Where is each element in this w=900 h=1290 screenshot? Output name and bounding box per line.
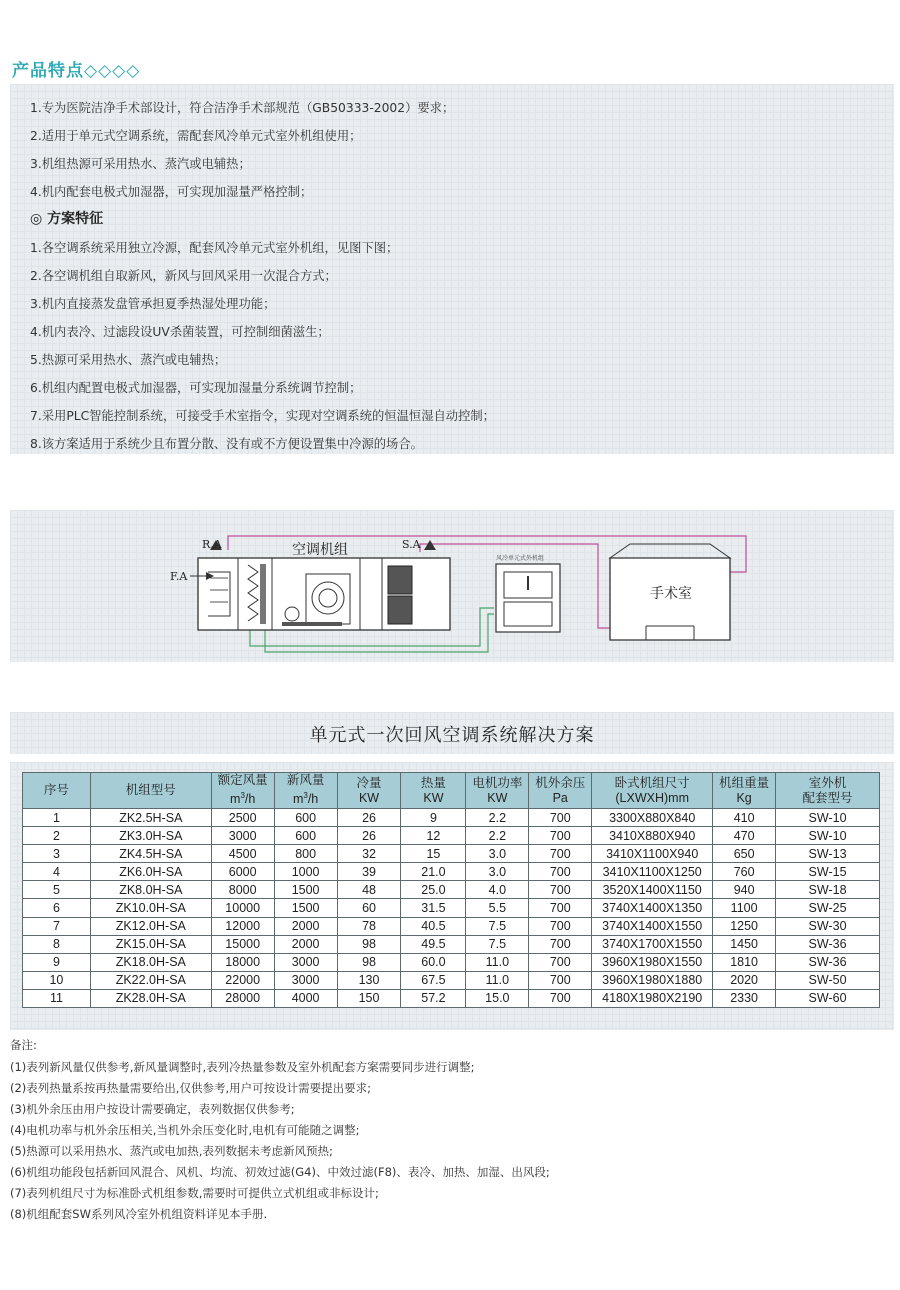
table-cell: ZK6.0H-SA — [90, 863, 211, 881]
table-cell: SW-13 — [776, 845, 880, 863]
table-cell: 48 — [337, 881, 401, 899]
table-panel — [10, 762, 894, 1030]
table-cell: SW-60 — [776, 989, 880, 1007]
table-cell: 60.0 — [401, 953, 466, 971]
spec-table — [22, 772, 880, 1008]
table-cell: 700 — [529, 827, 592, 845]
table-row — [23, 899, 880, 917]
table-cell: 3300X880X840 — [592, 809, 713, 827]
table-cell: 700 — [529, 953, 592, 971]
table-cell: 49.5 — [401, 935, 466, 953]
scheme-item: 1.各空调系统采用独立冷源，配套风冷单元式室外机组，见图下图； — [30, 241, 399, 255]
table-cell: 700 — [529, 917, 592, 935]
table-cell: 10000 — [211, 899, 274, 917]
table-cell: 600 — [274, 827, 337, 845]
feature-item: 4.机内配套电极式加湿器，可实现加湿量严格控制； — [30, 185, 313, 199]
table-cell: 25.0 — [401, 881, 466, 899]
table-cell: 700 — [529, 899, 592, 917]
col-pressure: 机外余压 Pa — [529, 773, 592, 809]
table-cell: 150 — [337, 989, 401, 1007]
table-cell: 21.0 — [401, 863, 466, 881]
table-cell: SW-15 — [776, 863, 880, 881]
table-cell: 4000 — [274, 989, 337, 1007]
table-cell: 1810 — [713, 953, 776, 971]
table-cell: 2330 — [713, 989, 776, 1007]
table-cell: 700 — [529, 935, 592, 953]
table-header-row — [23, 773, 880, 809]
table-cell: 32 — [337, 845, 401, 863]
table-cell: 700 — [529, 989, 592, 1007]
note-item: (8)机组配套SW系列风冷室外机组资料详见本手册. — [10, 1207, 268, 1221]
note-item: (5)热源可以采用热水、蒸汽或电加热,表列数据未考虑新风预热; — [10, 1144, 333, 1158]
table-cell: 26 — [337, 827, 401, 845]
scheme-item: 7.采用PLC智能控制系统，可接受手术室指令，实现对空调系统的恒温恒湿自动控制； — [30, 409, 495, 423]
table-cell: 800 — [274, 845, 337, 863]
table-cell: 7 — [23, 917, 91, 935]
table-cell: SW-50 — [776, 971, 880, 989]
table-cell: 700 — [529, 971, 592, 989]
note-item: (1)表列新风量仅供参考,新风量调整时,表列冷热量参数及室外机配套方案需要同步进行调整; — [10, 1060, 475, 1074]
table-cell: ZK18.0H-SA — [90, 953, 211, 971]
table-cell: 9 — [23, 953, 91, 971]
table-cell: ZK22.0H-SA — [90, 971, 211, 989]
scheme-item: 2.各空调机组自取新风，新风与回风采用一次混合方式； — [30, 269, 337, 283]
table-cell: 8000 — [211, 881, 274, 899]
table-cell: 3520X1400X1150 — [592, 881, 713, 899]
col-cooling: 冷量 KW — [337, 773, 401, 809]
table-cell: 700 — [529, 881, 592, 899]
table-cell: 600 — [274, 809, 337, 827]
table-row — [23, 827, 880, 845]
table-cell: 940 — [713, 881, 776, 899]
table-cell: 31.5 — [401, 899, 466, 917]
features-panel — [10, 84, 894, 454]
table-cell: 78 — [337, 917, 401, 935]
table-title-bar — [10, 712, 894, 754]
scheme-item: 6.机组内配置电极式加湿器，可实现加湿量分系统调节控制； — [30, 381, 362, 395]
system-diagram — [10, 510, 894, 662]
scheme-item: 8.该方案适用于系统少且布置分散、没有或不方便设置集中冷源的场合。 — [30, 437, 423, 451]
table-cell: 1 — [23, 809, 91, 827]
table-cell: 1000 — [274, 863, 337, 881]
table-cell: 3000 — [211, 827, 274, 845]
table-cell: 11.0 — [466, 953, 529, 971]
table-cell: 700 — [529, 845, 592, 863]
col-weight: 机组重量 Kg — [713, 773, 776, 809]
table-cell: 26 — [337, 809, 401, 827]
table-cell: 4180X1980X2190 — [592, 989, 713, 1007]
table-cell: 15.0 — [466, 989, 529, 1007]
table-cell: 2.2 — [466, 809, 529, 827]
note-item: (3)机外余压由用户按设计需要确定，表列数据仅供参考; — [10, 1102, 295, 1116]
table-cell: 4.0 — [466, 881, 529, 899]
table-row — [23, 863, 880, 881]
col-fresh-air: 新风量 $m^3/h$ — [274, 773, 337, 809]
fa-label: F.A — [170, 570, 188, 583]
table-cell: 2000 — [274, 935, 337, 953]
table-cell: SW-36 — [776, 935, 880, 953]
table-cell: 1100 — [713, 899, 776, 917]
note-item: (4)电机功率与机外余压相关,当机外余压变化时,电机有可能随之调整; — [10, 1123, 360, 1137]
outdoor-label: 风冷单元式外机组 — [496, 555, 545, 562]
table-cell: 11.0 — [466, 971, 529, 989]
table-cell: 3000 — [274, 971, 337, 989]
table-cell: 2020 — [713, 971, 776, 989]
table-cell: 1450 — [713, 935, 776, 953]
table-cell: 3.0 — [466, 863, 529, 881]
table-cell: 3740X1700X1550 — [592, 935, 713, 953]
table-cell: 130 — [337, 971, 401, 989]
table-cell: 98 — [337, 953, 401, 971]
col-seq: 序号 — [23, 773, 91, 809]
table-cell: SW-30 — [776, 917, 880, 935]
table-cell: ZK10.0H-SA — [90, 899, 211, 917]
feature-item: 3.机组热源可采用热水、蒸汽或电辅热； — [30, 157, 251, 171]
col-airflow: 额定风量 $m^3/h$ — [211, 773, 274, 809]
table-cell: 7.5 — [466, 917, 529, 935]
table-row — [23, 881, 880, 899]
table-cell: ZK4.5H-SA — [90, 845, 211, 863]
table-cell: 410 — [713, 809, 776, 827]
table-cell: 3410X880X940 — [592, 827, 713, 845]
unit-label: 空调机组 — [292, 542, 348, 558]
table-cell: 6000 — [211, 863, 274, 881]
table-cell: 760 — [713, 863, 776, 881]
table-row — [23, 845, 880, 863]
room-label: 手术室 — [650, 586, 692, 602]
note-item: (2)表列热量系按再热量需要给出,仅供参考,用户可按设计需要提出要求; — [10, 1081, 371, 1095]
table-cell: 11 — [23, 989, 91, 1007]
table-cell: 7.5 — [466, 935, 529, 953]
table-cell: 1500 — [274, 881, 337, 899]
table-row — [23, 935, 880, 953]
table-row — [23, 809, 880, 827]
table-cell: 67.5 — [401, 971, 466, 989]
table-cell: 700 — [529, 809, 592, 827]
table-row — [23, 917, 880, 935]
table-cell: 3740X1400X1350 — [592, 899, 713, 917]
table-row — [23, 989, 880, 1007]
table-cell: 3740X1400X1550 — [592, 917, 713, 935]
table-cell: 57.2 — [401, 989, 466, 1007]
table-cell: 4 — [23, 863, 91, 881]
table-cell: 3960X1980X1880 — [592, 971, 713, 989]
table-cell: 5 — [23, 881, 91, 899]
ra-label: R.A — [202, 538, 222, 551]
table-cell: SW-10 — [776, 827, 880, 845]
table-cell: 3960X1980X1550 — [592, 953, 713, 971]
table-cell: 12000 — [211, 917, 274, 935]
table-cell: ZK12.0H-SA — [90, 917, 211, 935]
table-cell: 40.5 — [401, 917, 466, 935]
table-cell: 650 — [713, 845, 776, 863]
table-cell: 3410X1100X1250 — [592, 863, 713, 881]
table-cell: 1250 — [713, 917, 776, 935]
table-cell: 2.2 — [466, 827, 529, 845]
table-cell: SW-36 — [776, 953, 880, 971]
feature-item: 1.专为医院洁净手术部设计，符合洁净手术部规范（GB50333-2002）要求； — [30, 101, 455, 115]
table-cell: 3.0 — [466, 845, 529, 863]
table-cell: 3000 — [274, 953, 337, 971]
sa-label: S.A — [402, 538, 421, 551]
col-outdoor: 室外机 配套型号 — [776, 773, 880, 809]
page-title: 产品特点◇◇◇◇ — [12, 61, 141, 81]
table-cell: 10 — [23, 971, 91, 989]
table-cell: 5.5 — [466, 899, 529, 917]
scheme-heading: ◎ 方案特征 — [30, 211, 104, 227]
table-cell: 2000 — [274, 917, 337, 935]
table-cell: 470 — [713, 827, 776, 845]
table-cell: ZK15.0H-SA — [90, 935, 211, 953]
table-cell: 2500 — [211, 809, 274, 827]
table-cell: 12 — [401, 827, 466, 845]
col-heating: 热量 KW — [401, 773, 466, 809]
table-cell: 98 — [337, 935, 401, 953]
scheme-item: 4.机内表冷、过滤段设UV杀菌装置，可控制细菌滋生； — [30, 325, 330, 339]
col-motor: 电机功率 KW — [466, 773, 529, 809]
table-cell: 6 — [23, 899, 91, 917]
table-cell: SW-10 — [776, 809, 880, 827]
table-cell: ZK3.0H-SA — [90, 827, 211, 845]
feature-item: 2.适用于单元式空调系统，需配套风冷单元式室外机组使用； — [30, 129, 362, 143]
col-size: 卧式机组尺寸 (LXWXH)mm — [592, 773, 713, 809]
table-cell: 22000 — [211, 971, 274, 989]
scheme-item: 5.热源可采用热水、蒸汽或电辅热； — [30, 353, 227, 367]
table-row — [23, 953, 880, 971]
table-cell: 3410X1100X940 — [592, 845, 713, 863]
table-cell: 39 — [337, 863, 401, 881]
scheme-item: 3.机内直接蒸发盘管承担夏季热湿处理功能； — [30, 297, 276, 311]
table-cell: 3 — [23, 845, 91, 863]
table-cell: 60 — [337, 899, 401, 917]
table-cell: 1500 — [274, 899, 337, 917]
table-row — [23, 971, 880, 989]
table-cell: 8 — [23, 935, 91, 953]
table-cell: 2 — [23, 827, 91, 845]
table-cell: SW-25 — [776, 899, 880, 917]
diagram-svg — [10, 510, 894, 662]
note-item: (6)机组功能段包括新回风混合、风机、均流、初效过滤(G4)、中效过滤(F8)、表冷、加热、加湿、出风段; — [10, 1165, 550, 1179]
table-cell: 9 — [401, 809, 466, 827]
table-cell: 18000 — [211, 953, 274, 971]
table-cell: 28000 — [211, 989, 274, 1007]
col-model: 机组型号 — [90, 773, 211, 809]
notes-heading: 备注: — [10, 1038, 37, 1052]
table-cell: ZK8.0H-SA — [90, 881, 211, 899]
table-cell: 15000 — [211, 935, 274, 953]
table-cell: 4500 — [211, 845, 274, 863]
table-title: 单元式一次回风空调系统解决方案 — [309, 725, 595, 746]
table-cell: ZK2.5H-SA — [90, 809, 211, 827]
note-item: (7)表列机组尺寸为标准卧式机组参数,需要时可提供立式机组或非标设计; — [10, 1186, 379, 1200]
table-cell: 15 — [401, 845, 466, 863]
table-cell: 700 — [529, 863, 592, 881]
table-cell: SW-18 — [776, 881, 880, 899]
table-cell: ZK28.0H-SA — [90, 989, 211, 1007]
